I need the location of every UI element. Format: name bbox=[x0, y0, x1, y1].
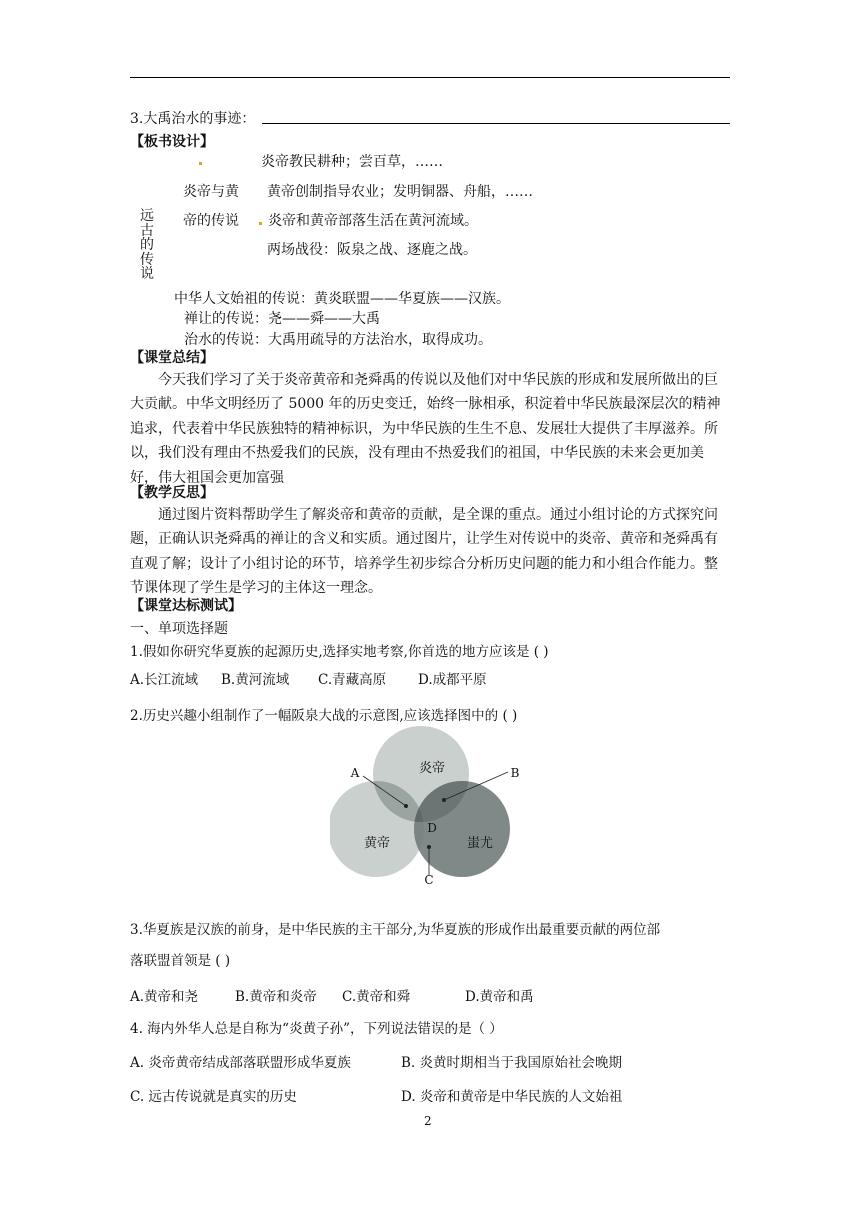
venn-letter-a: A bbox=[350, 766, 360, 780]
q4-option-b[interactable]: B. 炎黄时期相当于我国原始社会晚期 bbox=[401, 1055, 623, 1071]
q3-option-c[interactable]: C.黄帝和舜 bbox=[342, 989, 411, 1005]
venn-letter-b: B bbox=[510, 766, 520, 780]
q1-stem: 1.假如你研究华夏族的起源历史,选择实地考察,你首选的地方应该是 ( ) bbox=[130, 644, 549, 660]
q3-fill-label: 3.大禹治水的事迹： bbox=[130, 111, 256, 127]
q3-stem-1: 3.华夏族是汉族的前身，是中华民族的主干部分,为华夏族的形成作出最重要贡献的两位部 bbox=[130, 922, 661, 938]
board-line-3: 治水的传说：大禹用疏导的方法治水，取得成功。 bbox=[184, 332, 492, 348]
venn-letter-d: D bbox=[427, 821, 437, 835]
q1-option-a[interactable]: A.长江流域 bbox=[130, 672, 199, 688]
marker-dot bbox=[199, 162, 202, 165]
reflection-text: 通过图片资料帮助学生了解炎帝和黄帝的贡献，是全课的重点。通过小组讨论的方式探究问题，正确认识尧舜禹的禅让的含义和实质。通过图片，让学生对传说中的炎帝、黄帝和尧舜禹有直观了解；设计了小组讨论的环节，培养学生初步综合分析历史问题的能力和小组合作能力。整节课体现了学生是学习的主体这一理念。 bbox=[130, 507, 718, 597]
header-rule bbox=[130, 77, 730, 78]
board-line-2: 禅让的传说：尧——舜——大禹 bbox=[184, 311, 380, 327]
venn-letter-c: C bbox=[424, 873, 434, 886]
section-title: 一、单项选择题 bbox=[130, 621, 228, 637]
test-heading: 【课堂达标测试】 bbox=[130, 598, 242, 614]
q1-option-c[interactable]: C.青藏高原 bbox=[318, 672, 387, 688]
q1-option-d[interactable]: D.成都平原 bbox=[418, 672, 487, 688]
venn-diagram[interactable] bbox=[330, 726, 530, 886]
board-item-2: 黄帝创制指导农业；发明铜器、舟船，…… bbox=[267, 184, 533, 200]
q4-option-a[interactable]: A. 炎帝黄帝结成部落联盟形成华夏族 bbox=[130, 1055, 351, 1071]
q3-option-a[interactable]: A.黄帝和尧 bbox=[130, 989, 199, 1005]
board-item-4: 两场战役：阪泉之战、逐鹿之战。 bbox=[267, 242, 477, 258]
vertical-title: 远 古 的 传 说 bbox=[140, 208, 154, 282]
q3-fill-line[interactable] bbox=[262, 123, 730, 124]
branch-label-1: 炎帝与黄 bbox=[183, 184, 239, 200]
board-design-heading: 【板书设计】 bbox=[130, 134, 214, 150]
board-item-3: 炎帝和黄帝部落生活在黄河流域。 bbox=[268, 213, 478, 229]
marker-dot bbox=[259, 222, 262, 225]
q2-stem: 2.历史兴趣小组制作了一幅阪泉大战的示意图,应该选择图中的 ( ) bbox=[130, 708, 518, 724]
q1-option-b[interactable]: B.黄河流域 bbox=[221, 672, 290, 688]
q3-option-d[interactable]: D.黄帝和禹 bbox=[465, 989, 534, 1005]
page-number: 2 bbox=[424, 1114, 432, 1128]
q3-option-b[interactable]: B.黄帝和炎帝 bbox=[235, 989, 317, 1005]
reflection-heading: 【教学反思】 bbox=[130, 485, 214, 501]
summary-text: 今天我们学习了关于炎帝黄帝和尧舜禹的传说以及他们对中华民族的形成和发展所做出的巨大贡献。中华文明经历了 5000 年的历史变迁，始终一脉相承，积淀着中华民族最深层次的精神追求，代表着中华民族独特的精神标识，为中华民族的生生不息、发展壮大提供了丰厚滋养。所以，我们没有理由不热爱我们的民族，没有理由不热爱我们的祖国，中华民族的未来会更加美好，伟大祖国会更加富强 bbox=[130, 372, 721, 486]
branch-label-2: 帝的传说 bbox=[183, 213, 239, 229]
q4-stem: 4. 海内外华人总是自称为“炎黄子孙”，下列说法错误的是（ ） bbox=[130, 1021, 503, 1037]
venn-label-chiyou: 蚩尤 bbox=[466, 836, 494, 851]
board-item-1: 炎帝教民耕种；尝百草，…… bbox=[261, 154, 443, 170]
q4-option-c[interactable]: C. 远古传说就是真实的历史 bbox=[130, 1089, 297, 1105]
summary-heading: 【课堂总结】 bbox=[130, 350, 214, 366]
q4-option-d[interactable]: D. 炎帝和黄帝是中华民族的人文始祖 bbox=[401, 1089, 623, 1105]
venn-label-huangdi: 黄帝 bbox=[363, 836, 391, 851]
board-line-1: 中华人文始祖的传说：黄炎联盟——华夏族——汉族。 bbox=[174, 291, 510, 307]
venn-label-yandi: 炎帝 bbox=[418, 761, 446, 776]
q3-stem-2: 落联盟首领是 ( ) bbox=[130, 953, 231, 969]
